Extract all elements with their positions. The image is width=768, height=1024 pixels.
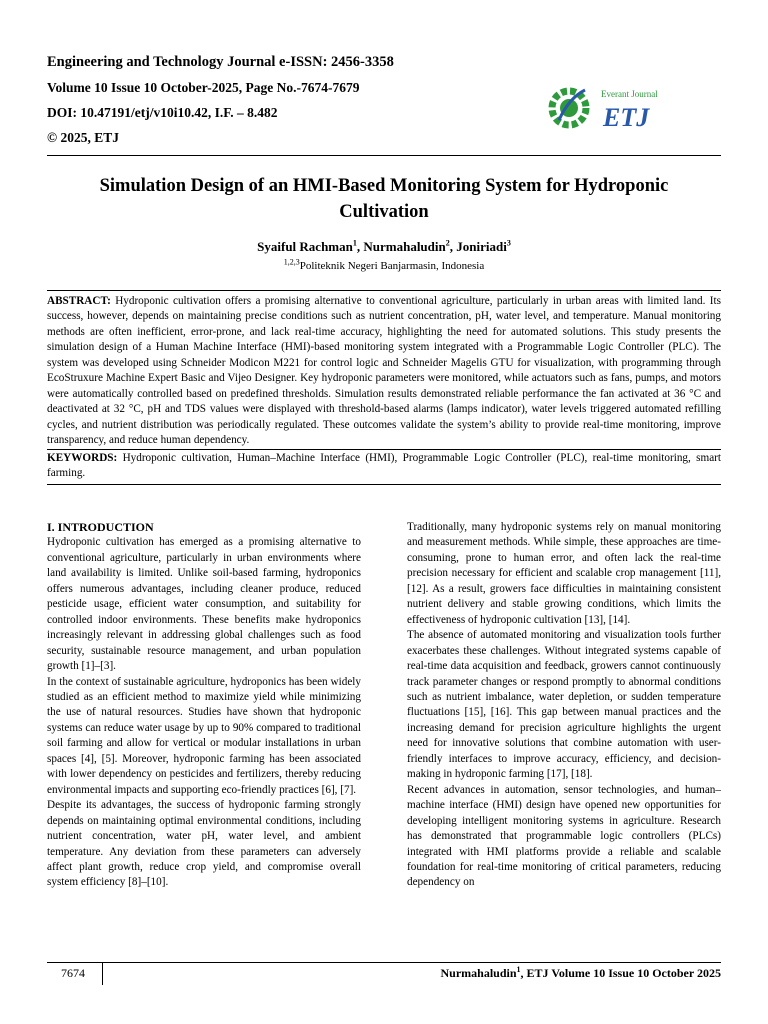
keywords: KEYWORDS: Hydroponic cultivation, Human–Machine Interface (HMI), Programmable Logic Controller (PLC), real-time monitoring, smart farming. [47,449,721,482]
gear-icon [552,91,586,125]
left-column [47,520,361,891]
affiliation: $^{1,2,3}$Politeknik Negeri Banjarmasin, Indonesia [283,257,485,272]
abstract-box [47,290,721,485]
author-3: Joniriadi [456,239,507,254]
running-footer: Nurmahaludin$^1$, ETJ Volume 10 Issue 10 October 2025 [440,965,721,980]
logo-tagline: Everant Journal [601,89,658,99]
paragraph: Despite its advantages, the success of hydroponic farming strongly depends on maintaining optimal environmental conditions, including nutrient concentration, water pH, water level, and ambient temperature. Any deviation from these parameters can adversely affect plant growth, reduce crop yield, and compromise overall system efficiency [8]–[10]. [47,799,361,889]
logo-letters: ETJ [603,103,650,132]
journal-header [47,50,507,150]
author-1: Syaiful Rachman [257,239,353,254]
right-column [407,520,721,891]
paragraph: In the context of sustainable agriculture, hydroponics has been widely studied as an efficient method to maximize yield while minimizing the use of natural resources. Studies have shown that hydroponic systems can reduce water usage by up to 90% compared to traditional soil farming and allow for vertical or modular installations in urban spaces [4], [5]. Moreover, hydroponic farming has been associated with lower dependency on pesticides and fertilizers, thereby reducing environmental impacts and supporting eco-friendly practices [6], [7]. [47,675,361,796]
author-list: Syaiful Rachman$^1$, Nurmahaludin$^2$, Joniriadi$^3$ [257,238,511,254]
volume-info: Volume 10 Issue 10 October-2025, Page No.-7674-7679 [47,80,360,95]
abstract: ABSTRACT: Hydroponic cultivation offers a promising alternative to conventional agriculture, particularly in urban areas with limited land. Its success, however, depends on maintaining precise conditions such as nutrient concentration, pH, water level, and temperature. Manual monitoring methods are often inefficient, error-prone, and lack real-time accuracy, highlighting the need for automated solutions. This study presents the simulation design of a Human Machine Interface (HMI)-based monitoring system integrated with a Programmable Logic Controller (PLC). The system was developed using Schneider Modicon M221 for control logic and Schneider Magelis GTU for visualization, with programming through EcoStruxure Machine Expert Basic and Vijeo Designer. Key hydroponic parameters were monitored, while actuators such as fans, pumps, and motors were automatically controlled based on predefined thresholds. Simulation results demonstrated reliable performance the fan activated at 36 °C and deactivated at 32 °C, pH and TDS values were displayed with threshold-based alarms (lamps indicator), water levels triggered automated refilling cycles, and nutrient distribution was periodically regulated. These outcomes validate the system’s ability to provide real-time monitoring, improve transparency, and reduce human dependency. [47,295,721,447]
page-number: 7674 [61,966,85,980]
copyright: © 2025, ETJ [47,130,119,145]
doi-info: DOI: 10.47191/etj/v10i10.42, I.F. – 8.482 [47,105,278,120]
journal-name: Engineering and Technology Journal e-ISSN: 2456-3358 [47,54,394,70]
header-rule [47,155,721,156]
etj-logo [545,76,685,140]
author-2: Nurmahaludin [363,239,446,254]
paragraph: Recent advances in automation, sensor technologies, and human–machine interface (HMI) design have opened new opportunities for developing intelligent monitoring systems in agriculture. Research has demonstrated that programmable logic controllers (PLCs) integrated with HMI platforms provide a reliable and scalable foundation for real-time monitoring of critical parameters, reducing dependency on [407,783,721,889]
paper-title: Simulation Design of an HMI-Based Monitoring System for Hydroponic Cultivation [99,176,669,222]
paragraph: Hydroponic cultivation has emerged as a promising alternative to conventional agriculture, particularly in urban environments where land availability is limited. Unlike soil-based farming, hydroponics offers numerous advantages, including cleaner produce, reduced pesticide usage, efficient water consumption, and suitability for controlled indoor environments. These benefits make hydroponics increasingly relevant in addressing global challenges such as food security, sustainable resource management, and urban population growth [1]–[3]. [47,536,361,673]
section-heading: I. INTRODUCTION [47,520,154,534]
paragraph: Traditionally, many hydroponic systems rely on manual monitoring and measurement methods. While simple, these approaches are time-consuming, prone to human error, and often lack the real-time precision necessary for efficient and scalable crop management [11], [12]. As a result, growers face difficulties in maintaining consistent nutrient delivery and stable growing conditions, which limits the effectiveness of hydroponic cultivation [13], [14]. [407,521,721,626]
paragraph: The absence of automated monitoring and visualization tools further exacerbates these challenges. Without integrated systems capable of real-time data acquisition and feedback, growers cannot continuously track parameter changes or respond promptly to abnormal conditions such as nutrient imbalance, water depletion, or sudden temperature fluctuations [15], [16]. This gap between manual practices and the increasing demand for precision agriculture highlights the urgent need for innovative solutions that combine automation with user-friendly interfaces to improve accuracy, efficiency, and decision-making in hydroponic farming [17], [18]. [407,629,721,781]
